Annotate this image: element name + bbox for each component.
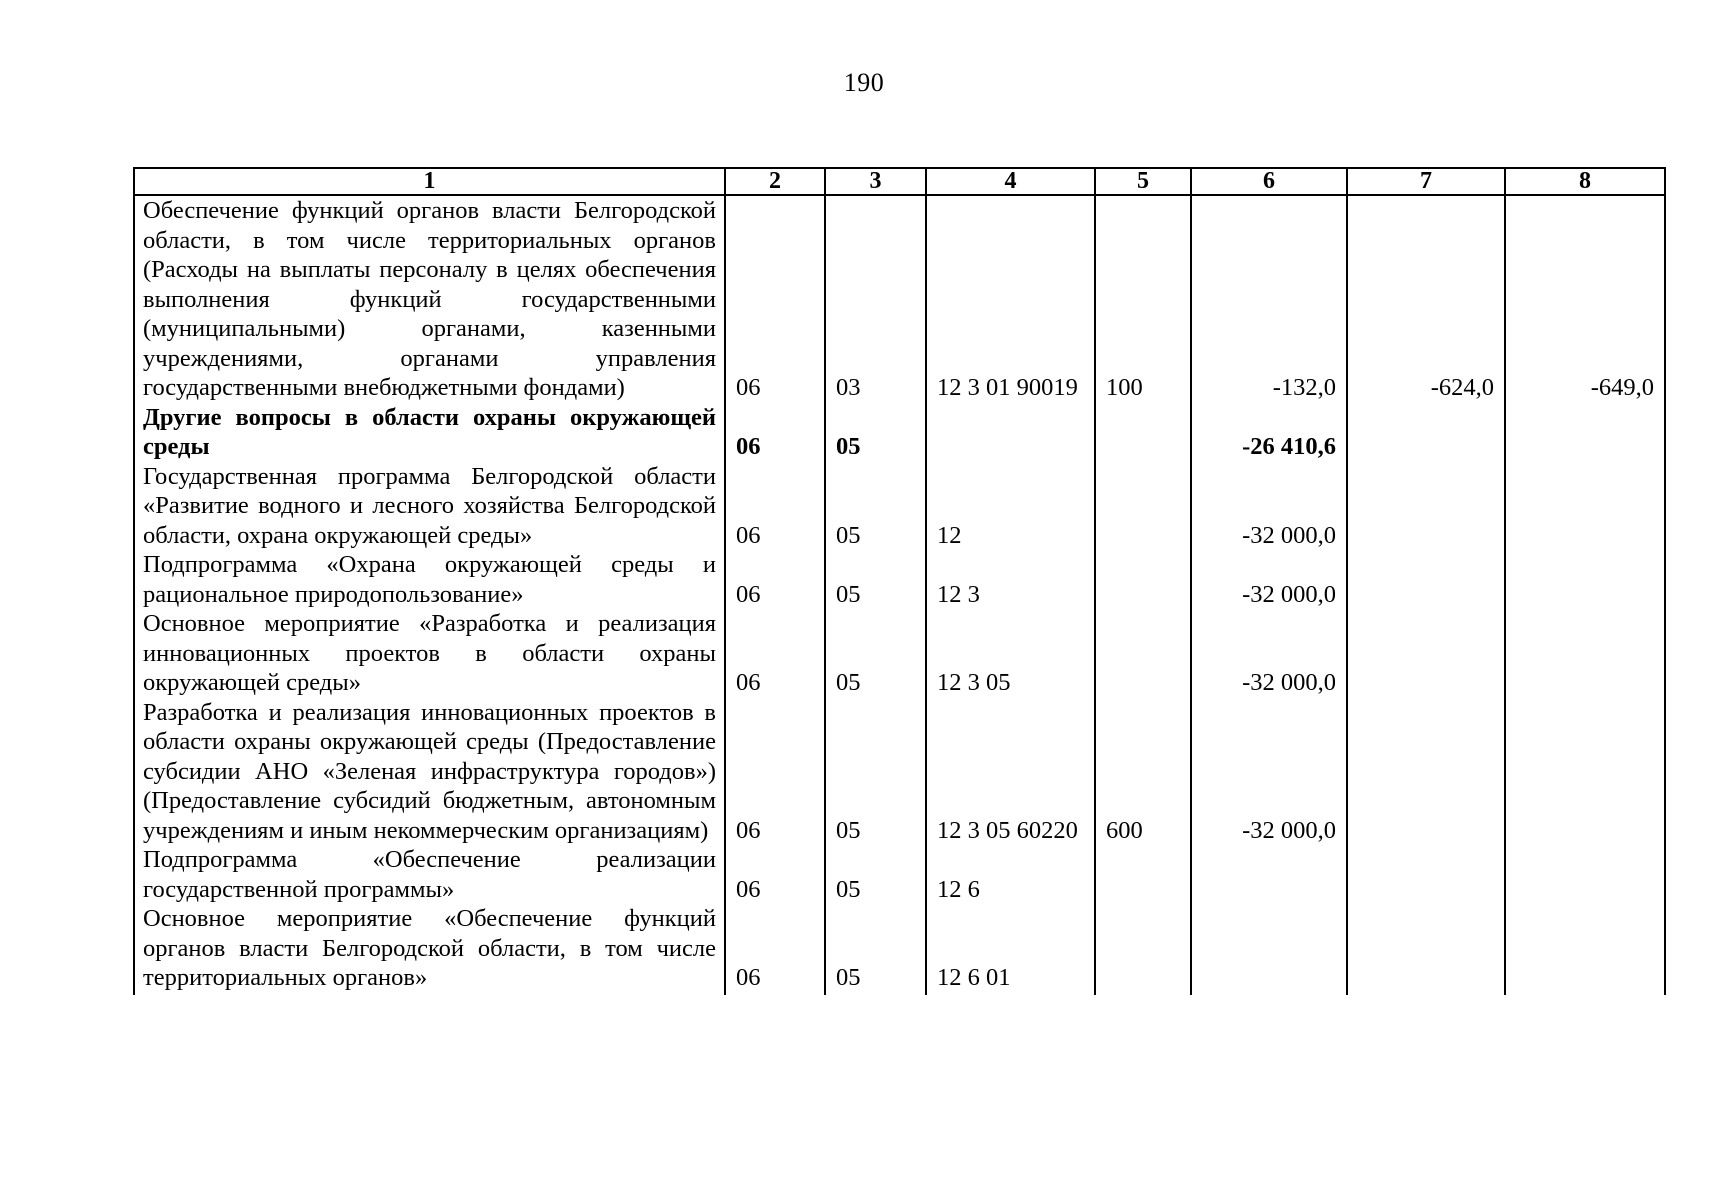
target-article-code: 12 3 05 — [926, 609, 1095, 698]
expense-type-code — [1095, 462, 1191, 551]
expense-type-code: 600 — [1095, 698, 1191, 846]
expense-name: Подпрограмма «Охрана окружающей среды и рациональное природопользование» — [134, 550, 725, 609]
section-code: 06 — [725, 904, 825, 995]
amount-col-8 — [1505, 609, 1665, 698]
amount-col-6: -26 410,6 — [1191, 403, 1347, 462]
column-header: 5 — [1095, 168, 1191, 195]
column-header: 2 — [725, 168, 825, 195]
amount-col-6 — [1191, 904, 1347, 995]
amount-col-8 — [1505, 462, 1665, 551]
target-article-code: 12 3 05 60220 — [926, 698, 1095, 846]
table-row — [134, 403, 1665, 462]
amount-col-6: -32 000,0 — [1191, 698, 1347, 846]
section-code: 06 — [725, 698, 825, 846]
section-code: 06 — [725, 462, 825, 551]
subsection-code: 05 — [825, 609, 926, 698]
expense-type-code — [1095, 904, 1191, 995]
expense-name: Разработка и реализация инновационных проектов в области охраны окружающей среды (Предоставление субсидии АНО «Зеленая инфраструктура городов») (Предоставление субсидий бюджетным, автономным учреждениям и иным некоммерческим организациям) — [134, 698, 725, 846]
expense-type-code — [1095, 550, 1191, 609]
table-row — [134, 904, 1665, 995]
target-article-code: 12 3 — [926, 550, 1095, 609]
section-code: 06 — [725, 195, 825, 403]
amount-col-8 — [1505, 698, 1665, 846]
expense-name: Государственная программа Белгородской области «Развитие водного и лесного хозяйства Белгородской области, охрана окружающей среды» — [134, 462, 725, 551]
expense-name: Другие вопросы в области охраны окружающей среды — [134, 403, 725, 462]
expense-name: Подпрограмма «Обеспечение реализации государственной программы» — [134, 845, 725, 904]
target-article-code: 12 3 01 90019 — [926, 195, 1095, 403]
target-article-code: 12 6 — [926, 845, 1095, 904]
section-code: 06 — [725, 403, 825, 462]
column-header: 7 — [1347, 168, 1505, 195]
amount-col-7 — [1347, 904, 1505, 995]
table-header-row — [134, 168, 1665, 195]
column-header: 4 — [926, 168, 1095, 195]
amount-col-7 — [1347, 462, 1505, 551]
expense-type-code — [1095, 403, 1191, 462]
amount-col-6: -132,0 — [1191, 195, 1347, 403]
expense-name: Основное мероприятие «Разработка и реализация инновационных проектов в области охраны окружающей среды» — [134, 609, 725, 698]
table-row — [134, 698, 1665, 846]
target-article-code: 12 6 01 — [926, 904, 1095, 995]
section-code: 06 — [725, 845, 825, 904]
target-article-code: 12 — [926, 462, 1095, 551]
expense-type-code — [1095, 845, 1191, 904]
page-number: 190 — [843, 68, 885, 97]
amount-col-6: -32 000,0 — [1191, 609, 1347, 698]
amount-col-7: -624,0 — [1347, 195, 1505, 403]
expense-type-code: 100 — [1095, 195, 1191, 403]
amount-col-6: -32 000,0 — [1191, 462, 1347, 551]
amount-col-7 — [1347, 609, 1505, 698]
subsection-code: 05 — [825, 462, 926, 551]
target-article-code — [926, 403, 1095, 462]
subsection-code: 05 — [825, 550, 926, 609]
table-row — [134, 609, 1665, 698]
column-header: 1 — [134, 168, 725, 195]
amount-col-6: -32 000,0 — [1191, 550, 1347, 609]
amount-col-8 — [1505, 904, 1665, 995]
section-code: 06 — [725, 550, 825, 609]
amount-col-7 — [1347, 845, 1505, 904]
table-row — [134, 462, 1665, 551]
subsection-code: 05 — [825, 904, 926, 995]
amount-col-7 — [1347, 403, 1505, 462]
amount-col-8: -649,0 — [1505, 195, 1665, 403]
table-row — [134, 550, 1665, 609]
amount-col-7 — [1347, 550, 1505, 609]
expense-name: Основное мероприятие «Обеспечение функций органов власти Белгородской области, в том числе территориальных органов» — [134, 904, 725, 995]
budget-table — [133, 167, 1666, 995]
column-header: 8 — [1505, 168, 1665, 195]
expense-type-code — [1095, 609, 1191, 698]
subsection-code: 03 — [825, 195, 926, 403]
table-row — [134, 845, 1665, 904]
column-header: 6 — [1191, 168, 1347, 195]
table-row — [134, 195, 1665, 403]
amount-col-6 — [1191, 845, 1347, 904]
amount-col-8 — [1505, 845, 1665, 904]
section-code: 06 — [725, 609, 825, 698]
subsection-code: 05 — [825, 698, 926, 846]
amount-col-8 — [1505, 550, 1665, 609]
column-header: 3 — [825, 168, 926, 195]
subsection-code: 05 — [825, 845, 926, 904]
amount-col-7 — [1347, 698, 1505, 846]
expense-name: Обеспечение функций органов власти Белгородской области, в том числе территориальных органов (Расходы на выплаты персоналу в целях обеспечения выполнения функций государственными (муниципальными) органами, казенными учреждениями, органами управления государственными внебюджетными фондами) — [134, 195, 725, 403]
subsection-code: 05 — [825, 403, 926, 462]
amount-col-8 — [1505, 403, 1665, 462]
